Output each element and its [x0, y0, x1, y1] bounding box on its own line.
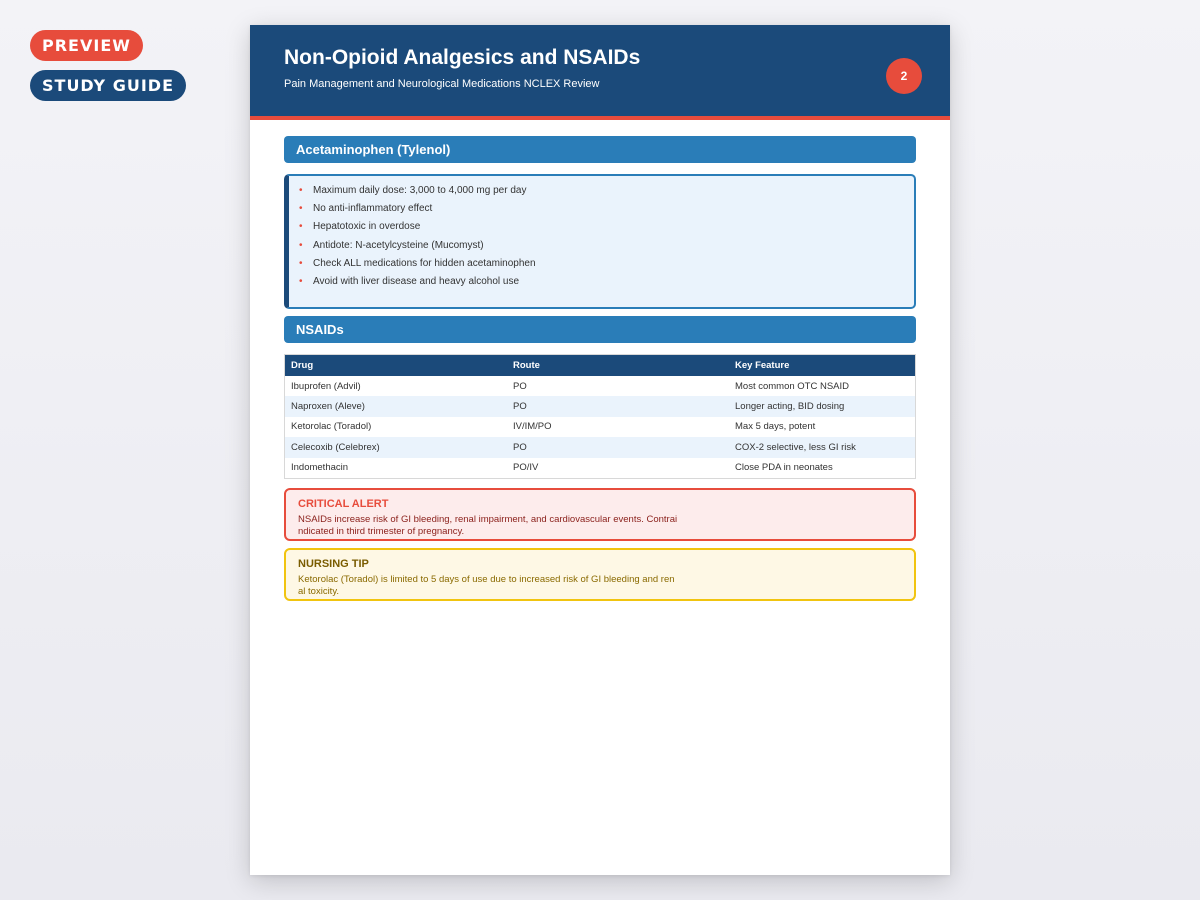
acetaminophen-section-header: Acetaminophen (Tylenol): [284, 136, 916, 163]
table-cell: COX-2 selective, less GI risk: [729, 437, 916, 457]
page-subtitle: Pain Management and Neurological Medications NCLEX Review: [284, 78, 600, 90]
column-header-key-feature: Key Feature: [729, 355, 916, 377]
table-header-row: [285, 355, 916, 377]
preview-badge: PREVIEW: [30, 30, 143, 61]
nursing-tip-box: [284, 548, 916, 601]
bullet-text: Antidote: N-acetylcysteine (Mucomyst): [313, 239, 484, 251]
nursing-tip-text: Ketorolac (Toradol) is limited to 5 days of use due to increased risk of GI bleeding and renal toxicity.: [298, 574, 675, 597]
critical-alert-box: [284, 488, 916, 541]
bullet-item: [299, 237, 914, 255]
critical-alert-title: CRITICAL ALERT: [298, 498, 389, 510]
table-cell: PO/IV: [513, 462, 539, 474]
bullet-text: Check ALL medications for hidden acetaminophen: [313, 257, 536, 269]
page-header: [250, 25, 950, 120]
nursing-tip-title: NURSING TIP: [298, 558, 369, 570]
bullet-item: [299, 273, 914, 291]
acetaminophen-bullet-list: [289, 176, 914, 291]
bullet-text: Maximum daily dose: 3,000 to 4,000 mg per day: [313, 185, 527, 196]
table-cell: Ibuprofen (Advil): [291, 380, 361, 392]
table-cell: Ketorolac (Toradol): [291, 421, 372, 433]
bullet-item: [299, 255, 914, 273]
bullet-dot-icon: •: [299, 203, 303, 215]
table-cell: PO: [507, 396, 729, 416]
bullet-text: Hepatotoxic in overdose: [313, 221, 421, 233]
table-cell: Max 5 days, potent: [735, 421, 816, 433]
critical-alert-text: NSAIDs increase risk of GI bleeding, renal impairment, and cardiovascular events. Contraindicated in third trimester of pregnancy.: [298, 514, 678, 537]
table-cell: Longer acting, BID dosing: [729, 396, 916, 416]
table-cell: Close PDA in neonates: [735, 462, 833, 474]
acetaminophen-info-box: [284, 174, 916, 309]
table-cell: Celecoxib (Celebrex): [285, 437, 508, 457]
bullet-dot-icon: •: [299, 275, 303, 287]
page-number-badge: 2: [886, 58, 922, 94]
bullet-text: Avoid with liver disease and heavy alcohol use: [313, 275, 520, 287]
table-cell: IV/IM/PO: [513, 421, 552, 433]
study-guide-badge: STUDY GUIDE: [30, 70, 186, 101]
bullet-text: No anti-inflammatory effect: [313, 203, 433, 215]
nsaids-section-header: NSAIDs: [284, 316, 916, 343]
column-header-route: Route: [507, 355, 729, 377]
table-cell: PO: [513, 380, 527, 392]
table-cell: Most common OTC NSAID: [735, 380, 850, 392]
bullet-item: [299, 182, 914, 200]
bullet-dot-icon: •: [299, 185, 303, 196]
bullet-dot-icon: •: [299, 239, 303, 251]
document-page: [250, 25, 950, 875]
table-row: [285, 396, 916, 416]
bullet-dot-icon: •: [299, 221, 303, 233]
table-cell: PO: [507, 437, 729, 457]
table-row: [285, 376, 916, 396]
nsaids-table: [284, 354, 916, 479]
table-cell: Indomethacin: [291, 462, 349, 474]
bullet-item: [299, 200, 914, 218]
table-cell: Naproxen (Aleve): [285, 396, 508, 416]
page-title: Non-Opioid Analgesics and NSAIDs: [284, 46, 641, 69]
table-row: [285, 417, 916, 437]
bullet-item: [299, 218, 914, 236]
bullet-dot-icon: •: [299, 257, 303, 269]
table-row: [285, 458, 916, 479]
column-header-drug: Drug: [285, 355, 508, 377]
table-row: [285, 437, 916, 457]
